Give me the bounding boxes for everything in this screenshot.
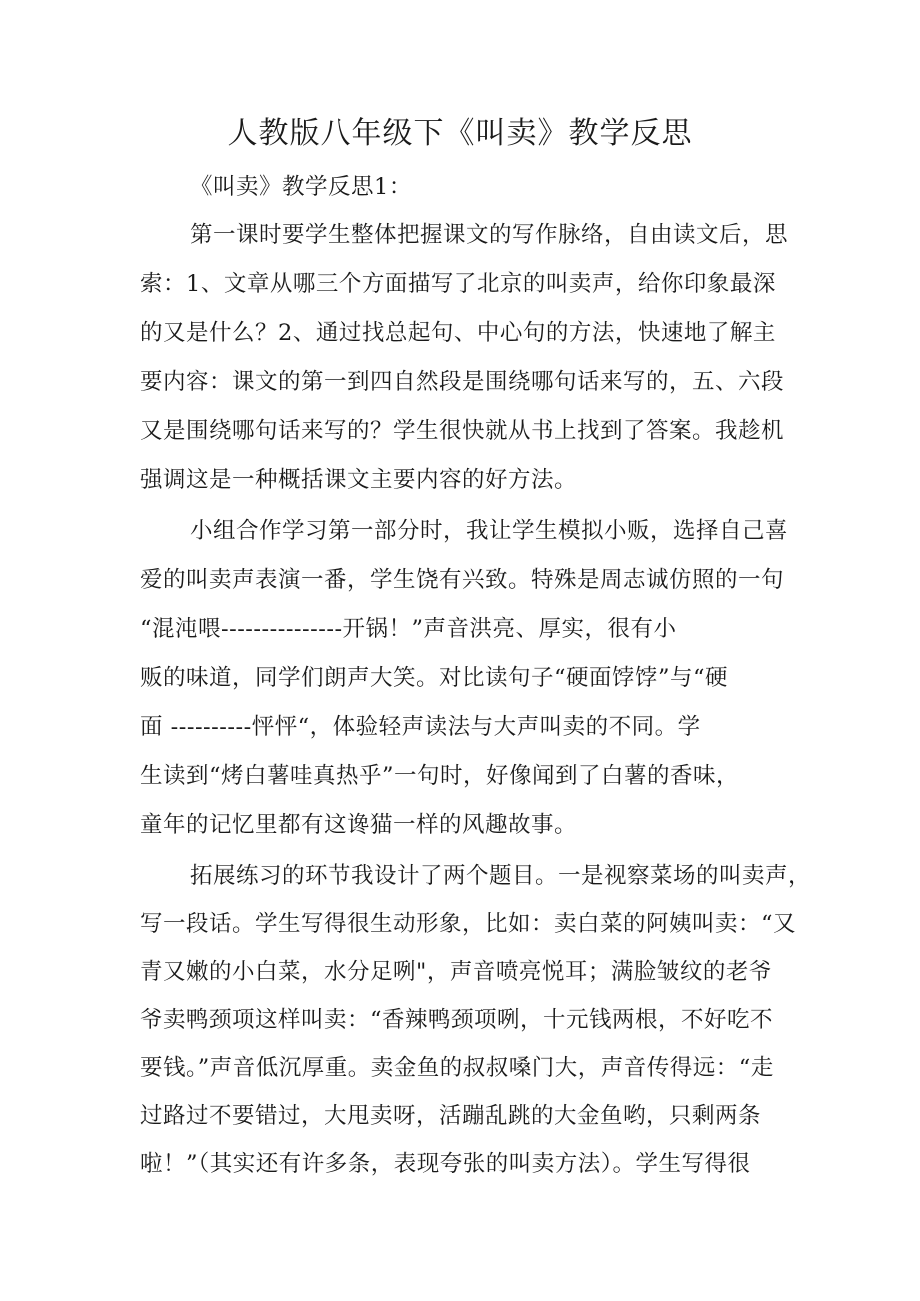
paragraph-line: 贩的味道，同学们朗声大笑。对比读句子“硬面饽饽”与“硬 [140,665,729,691]
paragraph-line: 索：1、文章从哪三个方面描写了北京的叫卖声，给你印象最深 [140,271,776,297]
paragraph-line: 强调这是一种概括课文主要内容的好方法。 [140,467,578,493]
paragraph-line: 面 ----------怦怦“，体验轻声读法与大声叫卖的不同。学 [140,714,701,740]
paragraph-line: 爷卖鸭颈项这样叫卖：“香辣鸭颈项咧，十元钱两根，不好吃不 [140,1007,774,1033]
paragraph-line: 拓展练习的环节我设计了两个题目。一是视察菜场的叫卖声， [190,863,812,889]
section-heading: 《叫卖》教学反思1： [190,174,412,200]
paragraph-line: 要内容：课文的第一到四自然段是围绕哪句话来写的，五、六段 [140,369,785,395]
paragraph-line: 要钱。”声音低沉厚重。卖金鱼的叔叔嗓门大，声音传得远：“走 [140,1055,774,1081]
paragraph-line: 又是围绕哪句话来写的？学生很快就从书上找到了答案。我趁机 [140,418,785,444]
paragraph-line: 童年的记忆里都有这谗猫一样的风趣故事。 [140,812,578,838]
paragraph-line: 的又是什么？2、通过找总起句、中心句的方法，快速地了解主 [140,320,776,346]
paragraph-line: 生读到“烤白薯哇真热乎”一句时，好像闻到了白薯的香味， [140,763,740,789]
paragraph-line: 小组合作学习第一部分时，我让学生模拟小贩，选择自己喜 [190,518,789,544]
paragraph-line: 写一段话。学生写得很生动形象，比如：卖白菜的阿姨叫卖：“又 [140,911,797,937]
paragraph-line: 啦！”（其实还有许多条，表现夸张的叫卖方法）。学生写得很 [140,1151,751,1177]
paragraph-line: 第一课时要学生整体把握课文的写作脉络，自由读文后，思 [190,222,789,248]
paragraph-line: “混沌喂---------------开锅！”声音洪亮、厚实，很有小 [140,616,677,642]
document-title: 人教版八年级下《叫卖》教学反思 [227,116,693,151]
paragraph-line: 青又嫩的小白菜，水分足咧"，声音喷亮悦耳；满脸皱纹的老爷 [140,959,772,985]
paragraph-line: 过路过不要错过，大甩卖呀，活蹦乱跳的大金鱼哟，只剩两条 [140,1103,762,1129]
paragraph-line: 爱的叫卖声表演一番，学生饶有兴致。特殊是周志诚仿照的一句 [140,567,785,593]
